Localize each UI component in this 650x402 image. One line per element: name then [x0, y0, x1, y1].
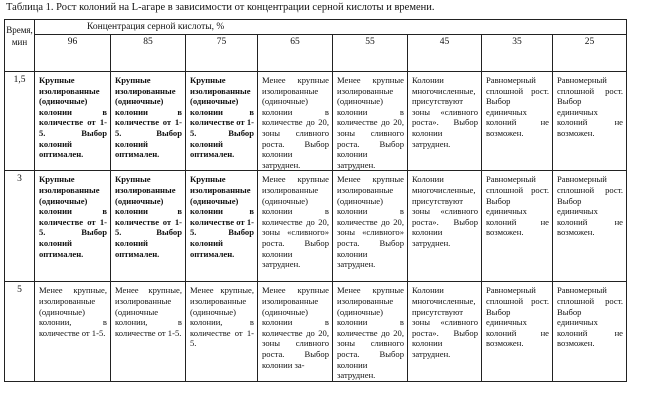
- time-header: Время, мин: [5, 20, 35, 72]
- table-row: [5, 171, 627, 282]
- time-value: 5: [5, 282, 35, 381]
- table-caption: Таблица 1. Рост колоний на L-агаре в зависимости от концентрации серной кислоты и времени.: [6, 2, 435, 13]
- concentration-value: 75: [186, 35, 258, 72]
- growth-description-cell: Крупные изолированные (одиночные) колонии в количестве от 1-5. Выбор колоний оптимален.: [186, 72, 258, 171]
- concentration-value: 45: [408, 35, 482, 72]
- growth-description-cell: Равномерный сплошной рост. Выбор единичных колоний не возможен.: [482, 72, 553, 171]
- growth-description-cell: Менее крупные изолированные (одиночные) колонии в количестве до 20, зоны сливного роста. Выбор колонии затруднен.: [258, 72, 333, 171]
- growth-description-cell: Колонии многочисленные, присутствуют зоны «сливного роста». Выбор колонии затруднен.: [408, 282, 482, 381]
- growth-description-cell: Колонии многочисленные, присутствуют зоны «сливного роста». Выбор колонии затруднен.: [408, 171, 482, 282]
- growth-description-cell: Менее крупные, изолированные (одиночные колонии, в количестве от 1-5.: [111, 282, 186, 381]
- growth-description-cell: Равномерный сплошной рост. Выбор единичных колоний не возможен.: [482, 282, 553, 381]
- growth-description-cell: Менее крупные изолированные (одиночные) колонии в количестве до 20, зоны «сливного» роста. Выбор колонии затруднен.: [258, 171, 333, 282]
- colony-growth-table: [4, 19, 627, 382]
- concentration-value: 96: [35, 35, 111, 72]
- growth-description-cell: Крупные изолированные (одиночные) колонии в количестве от 1-5. Выбор колоний оптимален.: [111, 72, 186, 171]
- concentration-value: 65: [258, 35, 333, 72]
- concentration-value: 25: [553, 35, 627, 72]
- growth-description-cell: Равномерный сплошной рост. Выбор единичных колоний не возможен.: [482, 171, 553, 282]
- time-value: 1,5: [5, 72, 35, 171]
- growth-description-cell: Менее крупные изолированные (одиночные) колонии в количестве до 20, зоны сливного роста. Выбор колонии за-: [258, 282, 333, 381]
- concentration-value: 35: [482, 35, 553, 72]
- growth-description-cell: Равномерный сплошной рост. Выбор единичных колоний не возможен.: [553, 282, 627, 381]
- growth-description-cell: Крупные изолированные (одиночные) колонии в количестве от 1-5. Выбор колоний оптимален.: [35, 72, 111, 171]
- growth-description-cell: Менее крупные изолированные (одиночные) колонии в количестве до 20, зоны сливного роста. Выбор колонии затруднен.: [333, 282, 408, 381]
- growth-description-cell: Крупные изолированные (одиночные) колонии в количестве от 1-5. Выбор колоний оптимален.: [111, 171, 186, 282]
- growth-description-cell: Менее крупные, изолированные (одиночные) колонии, в количестве от 1-5.: [186, 282, 258, 381]
- concentration-header: Концентрация серной кислоты, %: [35, 20, 627, 35]
- growth-description-cell: Равномерный сплошной рост. Выбор единичных колоний не возможен.: [553, 72, 627, 171]
- growth-description-cell: Крупные изолированные (одиночные) колонии в количестве от 1-5. Выбор колоний оптимален.: [186, 171, 258, 282]
- growth-description-cell: Крупные изолированные (одиночные) колонии в количестве от 1-5. Выбор колоний оптимален.: [35, 171, 111, 282]
- growth-description-cell: Менее крупные изолированные (одиночные) колонии в количестве до 20, зоны сливного роста. Выбор колонии затруднен.: [333, 72, 408, 171]
- concentration-value: 55: [333, 35, 408, 72]
- time-value: 3: [5, 171, 35, 282]
- concentration-values-row: [5, 35, 627, 72]
- growth-description-cell: Равномерный сплошной рост. Выбор единичных колоний не возможен.: [553, 171, 627, 282]
- growth-description-cell: Менее крупные изолированные (одиночные) колонии в количестве до 20, зоны «сливного» роста. Выбор колонии затруднен.: [333, 171, 408, 282]
- table-row: [5, 72, 627, 171]
- growth-description-cell: Колонии многочисленные, присутствуют зоны «сливного роста». Выбор колонии затруднен.: [408, 72, 482, 171]
- table-row: [5, 282, 627, 381]
- concentration-value: 85: [111, 35, 186, 72]
- growth-description-cell: Менее крупные, изолированные (одиночные) колонии, в количестве от 1-5.: [35, 282, 111, 381]
